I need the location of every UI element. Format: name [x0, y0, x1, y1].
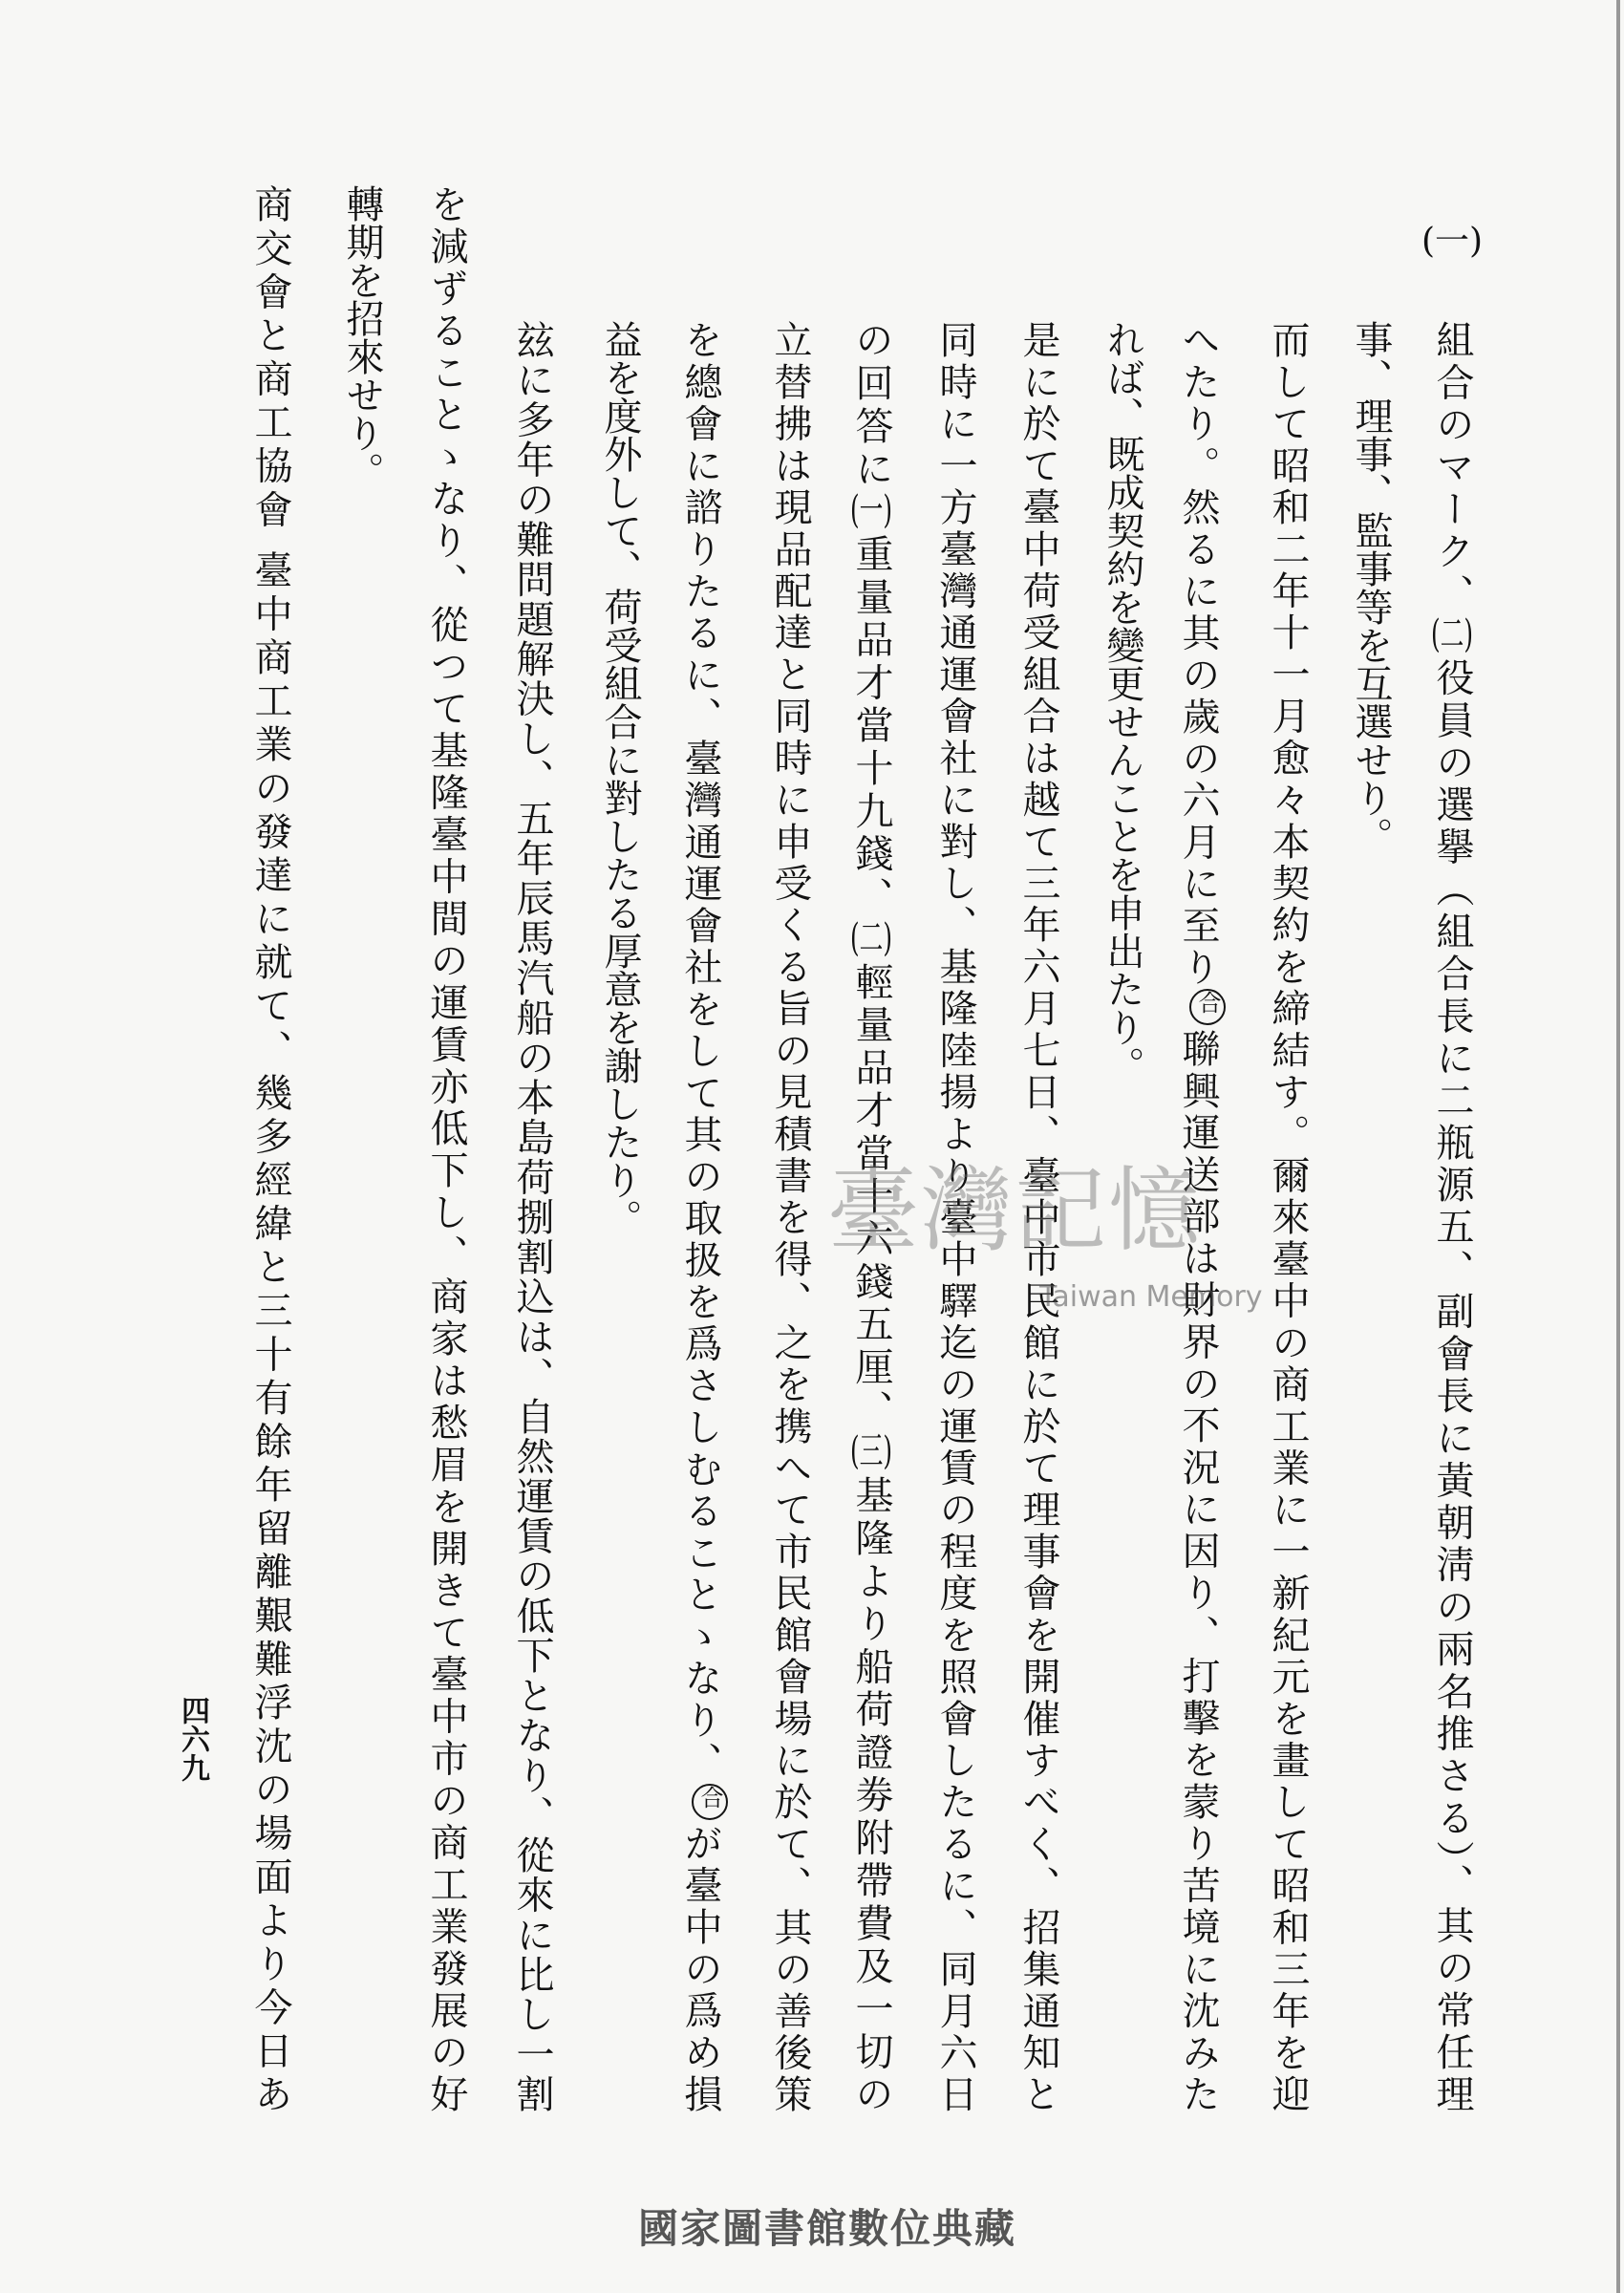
- section-heading: 商交會と商工協會: [248, 184, 292, 533]
- item-number-three-inline: (三): [850, 1432, 892, 1471]
- item-number-two-inline: (二): [850, 918, 892, 957]
- text-column-15: [248, 184, 292, 2112]
- text-column-9: [768, 320, 812, 2112]
- column-text: れば、既成契約を變更せんことを申出たり。: [1100, 320, 1144, 1084]
- column-text: 立替拂は現品配達と同時に申受くる旨の見積書を得、之を携へて市民館會場に於て、其の善後策: [768, 320, 812, 2112]
- watermark-logo-subtitle: Taiwan Memory: [1039, 1280, 1263, 1314]
- column-text: 輕量品才當十六錢五厘、: [849, 961, 893, 1433]
- column-text: 臺中商工業の發達に就て、幾多經緯と三十有餘年留離艱難浮沈の場面より今日あ: [248, 549, 292, 2113]
- column-text: 組合のマーク、: [1430, 320, 1474, 616]
- column-text: が臺中の爲め損: [678, 1819, 722, 2113]
- column-text: 益を度外して、荷受組合に對したる厚意を謝したり。: [598, 320, 642, 1237]
- column-text: 同時に一方臺灣通運會社に對し、基隆陸揚より臺中驛迄の運賃の程度を照會したるに、同月六日: [933, 320, 977, 2112]
- text-column-10: [678, 320, 728, 2113]
- column-text: 而して昭和二年十一月愈々本契約を締結す。爾來臺中の商工業に一新紀元を畫して昭和三年を迎: [1266, 320, 1310, 2112]
- column-text: 基隆より船荷證劵附帶費及一切の: [849, 1475, 893, 2112]
- column-text: 是に於て臺中荷受組合は越て三年六月七日、臺中市民館に於て理事會を開催すべく、招集通知と: [1016, 320, 1060, 2112]
- text-column-3: [1266, 320, 1310, 2112]
- circled-cooperative-mark: 合: [1189, 989, 1226, 1025]
- text-column-1: [1430, 320, 1474, 2112]
- item-number-one-inline: (一): [850, 491, 892, 530]
- column-text: 重量品才當十九錢、: [849, 533, 893, 919]
- column-text: 役員の選擧（組合長に二瓶源五、副會長に黃朝淸の兩名推さる）、其の常任理: [1430, 657, 1474, 2113]
- column-text: 轉期を招來せり。: [340, 184, 384, 490]
- item-number-one: (一): [1421, 222, 1484, 261]
- text-column-11: [598, 320, 642, 2112]
- column-text: を減ずることゝなり、從つて基隆臺中間の運賃亦低下し、商家は愁眉を開きて臺中市の商工業發展の好: [424, 184, 468, 2113]
- text-column-14: [340, 184, 384, 2112]
- circled-cooperative-mark: 合: [692, 1784, 728, 1820]
- text-column-2: [1349, 320, 1393, 2112]
- column-text: 事、理事、監事等を互選せり。: [1349, 320, 1393, 855]
- text-column-13: [424, 184, 468, 2112]
- column-text: の回答に: [849, 320, 893, 492]
- column-text: を總會に諮りたるに、臺灣通運會社をして其の取扱を爲さしむることゝなり、: [678, 320, 722, 1784]
- column-text: 聯興運送部は財界の不況に因り、打擊を蒙り苦境に沈みた: [1176, 1025, 1220, 2113]
- page-number: 四六九: [176, 1696, 209, 1782]
- column-text: へたり。然るに其の歲の六月に至り: [1176, 320, 1220, 990]
- library-footer: 國家圖書館數位典藏: [637, 2205, 1016, 2252]
- text-column-12: [510, 320, 554, 2112]
- column-text: 玆に多年の難問題解決し、五年辰馬汽船の本島荷捌割込は、自然運賃の低下となり、從來に比し一割: [510, 320, 554, 2113]
- item-number-two: (二): [1431, 615, 1473, 654]
- watermark-logo-title: 臺灣記憶: [827, 1157, 1202, 1264]
- scan-edge: [1616, 0, 1620, 2293]
